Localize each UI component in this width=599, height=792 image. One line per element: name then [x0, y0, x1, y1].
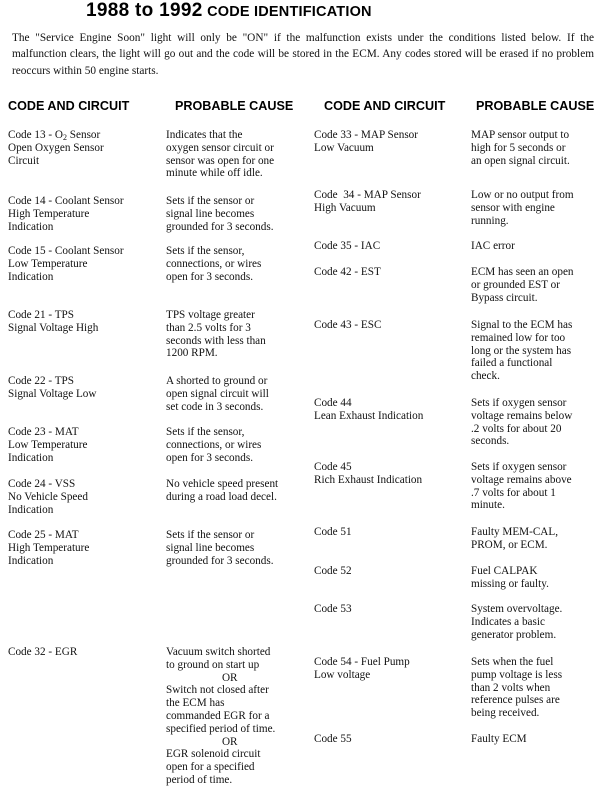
- left-cause-cell: Sets if the sensor or signal line becomes grounded for 3 seconds.: [166, 195, 274, 233]
- left-code-cell: Code 32 - EGR: [8, 646, 78, 658]
- right-code-cell: Code 33 - MAP Sensor Low Vacuum: [314, 129, 419, 154]
- right-code-cell: Code 52: [314, 565, 352, 577]
- right-cause-cell: IAC error: [471, 240, 515, 252]
- right-code-cell: Code 43 - ESC: [314, 319, 382, 331]
- left-cause-cell: Sets if the sensor or signal line becomes grounded for 3 seconds.: [166, 529, 274, 567]
- page-title: [86, 0, 372, 22]
- right-cause-cell: MAP sensor output to high for 5 seconds or an open signal circuit.: [471, 129, 570, 167]
- left-code-cell: Code $13 - O_2$ Sensor Open Oxygen Sensor Circuit: [8, 129, 104, 167]
- right-cause-cell: Faulty ECM: [471, 733, 527, 745]
- left-cause-cell: No vehicle speed present during a road load decel.: [166, 478, 279, 503]
- right-cause-cell: Low or no output from sensor with engine running.: [471, 189, 574, 227]
- left-code-cell: Code 23 - MAT Low Temperature Indication: [8, 426, 88, 464]
- right-code-cell: Code 51: [314, 526, 352, 538]
- intro-paragraph: The "Service Engine Soon" light will only be "ON" if the malfunction exists under the conditions listed below. If the malfunction clears, the light will go out and the code will be stored in the ECM. Any codes stored will be erased if no problem reoccurs within 50 engine starts.: [12, 32, 594, 77]
- left-code-header: CODE AND CIRCUIT: [8, 99, 130, 113]
- title-rest: CODE IDENTIFICATION: [207, 4, 372, 20]
- right-code-cell: Code 35 - IAC: [314, 240, 381, 252]
- right-cause-cell: Sets if oxygen sensor voltage remains below .2 volts for about 20 seconds.: [471, 397, 573, 448]
- left-cause-cell: A shorted to ground or open signal circuit will set code in 3 seconds.: [166, 375, 269, 413]
- left-code-cell: Code 15 - Coolant Sensor Low Temperature Indication: [8, 245, 124, 283]
- right-cause-cell: Signal to the ECM has remained low for too long or the system has failed a functional check.: [471, 319, 573, 383]
- right-code-cell: Code 54 - Fuel Pump Low voltage: [314, 656, 410, 681]
- right-cause-cell: ECM has seen an open or grounded EST or Bypass circuit.: [471, 266, 574, 304]
- left-code-cell: Code 25 - MAT High Temperature Indication: [8, 529, 90, 567]
- right-code-cell: Code 55: [314, 733, 352, 745]
- right-cause-cell: System overvoltage. Indicates a basic generator problem.: [471, 603, 563, 641]
- right-cause-cell: Sets if oxygen sensor voltage remains above .7 volts for about 1 minute.: [471, 461, 572, 512]
- left-cause-cell: Sets if the sensor, connections, or wires open for 3 seconds.: [166, 426, 262, 464]
- right-cause-cell: Fuel CALPAK missing or faulty.: [471, 565, 549, 590]
- left-cause-cell: Indicates that the oxygen sensor circuit or sensor was open for one minute while off idle.: [166, 129, 275, 180]
- right-code-header: CODE AND CIRCUIT: [324, 99, 446, 113]
- left-cause-header: PROBABLE CAUSE: [175, 99, 294, 113]
- left-cause-cell: Vacuum switch shorted to ground on start up OR Switch not closed after the ECM has commanded EGR for a specified period of time. OR EGR solenoid circuit open for a specified period of time.: [166, 646, 276, 786]
- left-cause-cell: TPS voltage greater than 2.5 volts for 3 seconds with less than 1200 RPM.: [166, 309, 266, 360]
- right-cause-cell: Sets when the fuel pump voltage is less than 2 volts when reference pulses are being received.: [471, 656, 563, 720]
- right-code-cell: Code 53: [314, 603, 352, 615]
- left-code-cell: Code 21 - TPS Signal Voltage High: [8, 309, 99, 334]
- right-cause-header: PROBABLE CAUSE: [476, 99, 595, 113]
- left-cause-cell: Sets if the sensor, connections, or wires open for 3 seconds.: [166, 245, 262, 283]
- left-code-cell: Code 22 - TPS Signal Voltage Low: [8, 375, 97, 400]
- left-code-cell: Code 14 - Coolant Sensor High Temperature Indication: [8, 195, 124, 233]
- right-code-cell: Code 44 Lean Exhaust Indication: [314, 397, 424, 422]
- right-code-cell: Code 34 - MAP Sensor High Vacuum: [314, 189, 421, 214]
- right-code-cell: Code 42 - EST: [314, 266, 381, 278]
- left-code-cell: Code 24 - VSS No Vehicle Speed Indication: [8, 478, 88, 516]
- right-code-cell: Code 45 Rich Exhaust Indication: [314, 461, 423, 486]
- title-years: 1988 to 1992: [86, 0, 203, 21]
- right-cause-cell: Faulty MEM-CAL, PROM, or ECM.: [471, 526, 559, 551]
